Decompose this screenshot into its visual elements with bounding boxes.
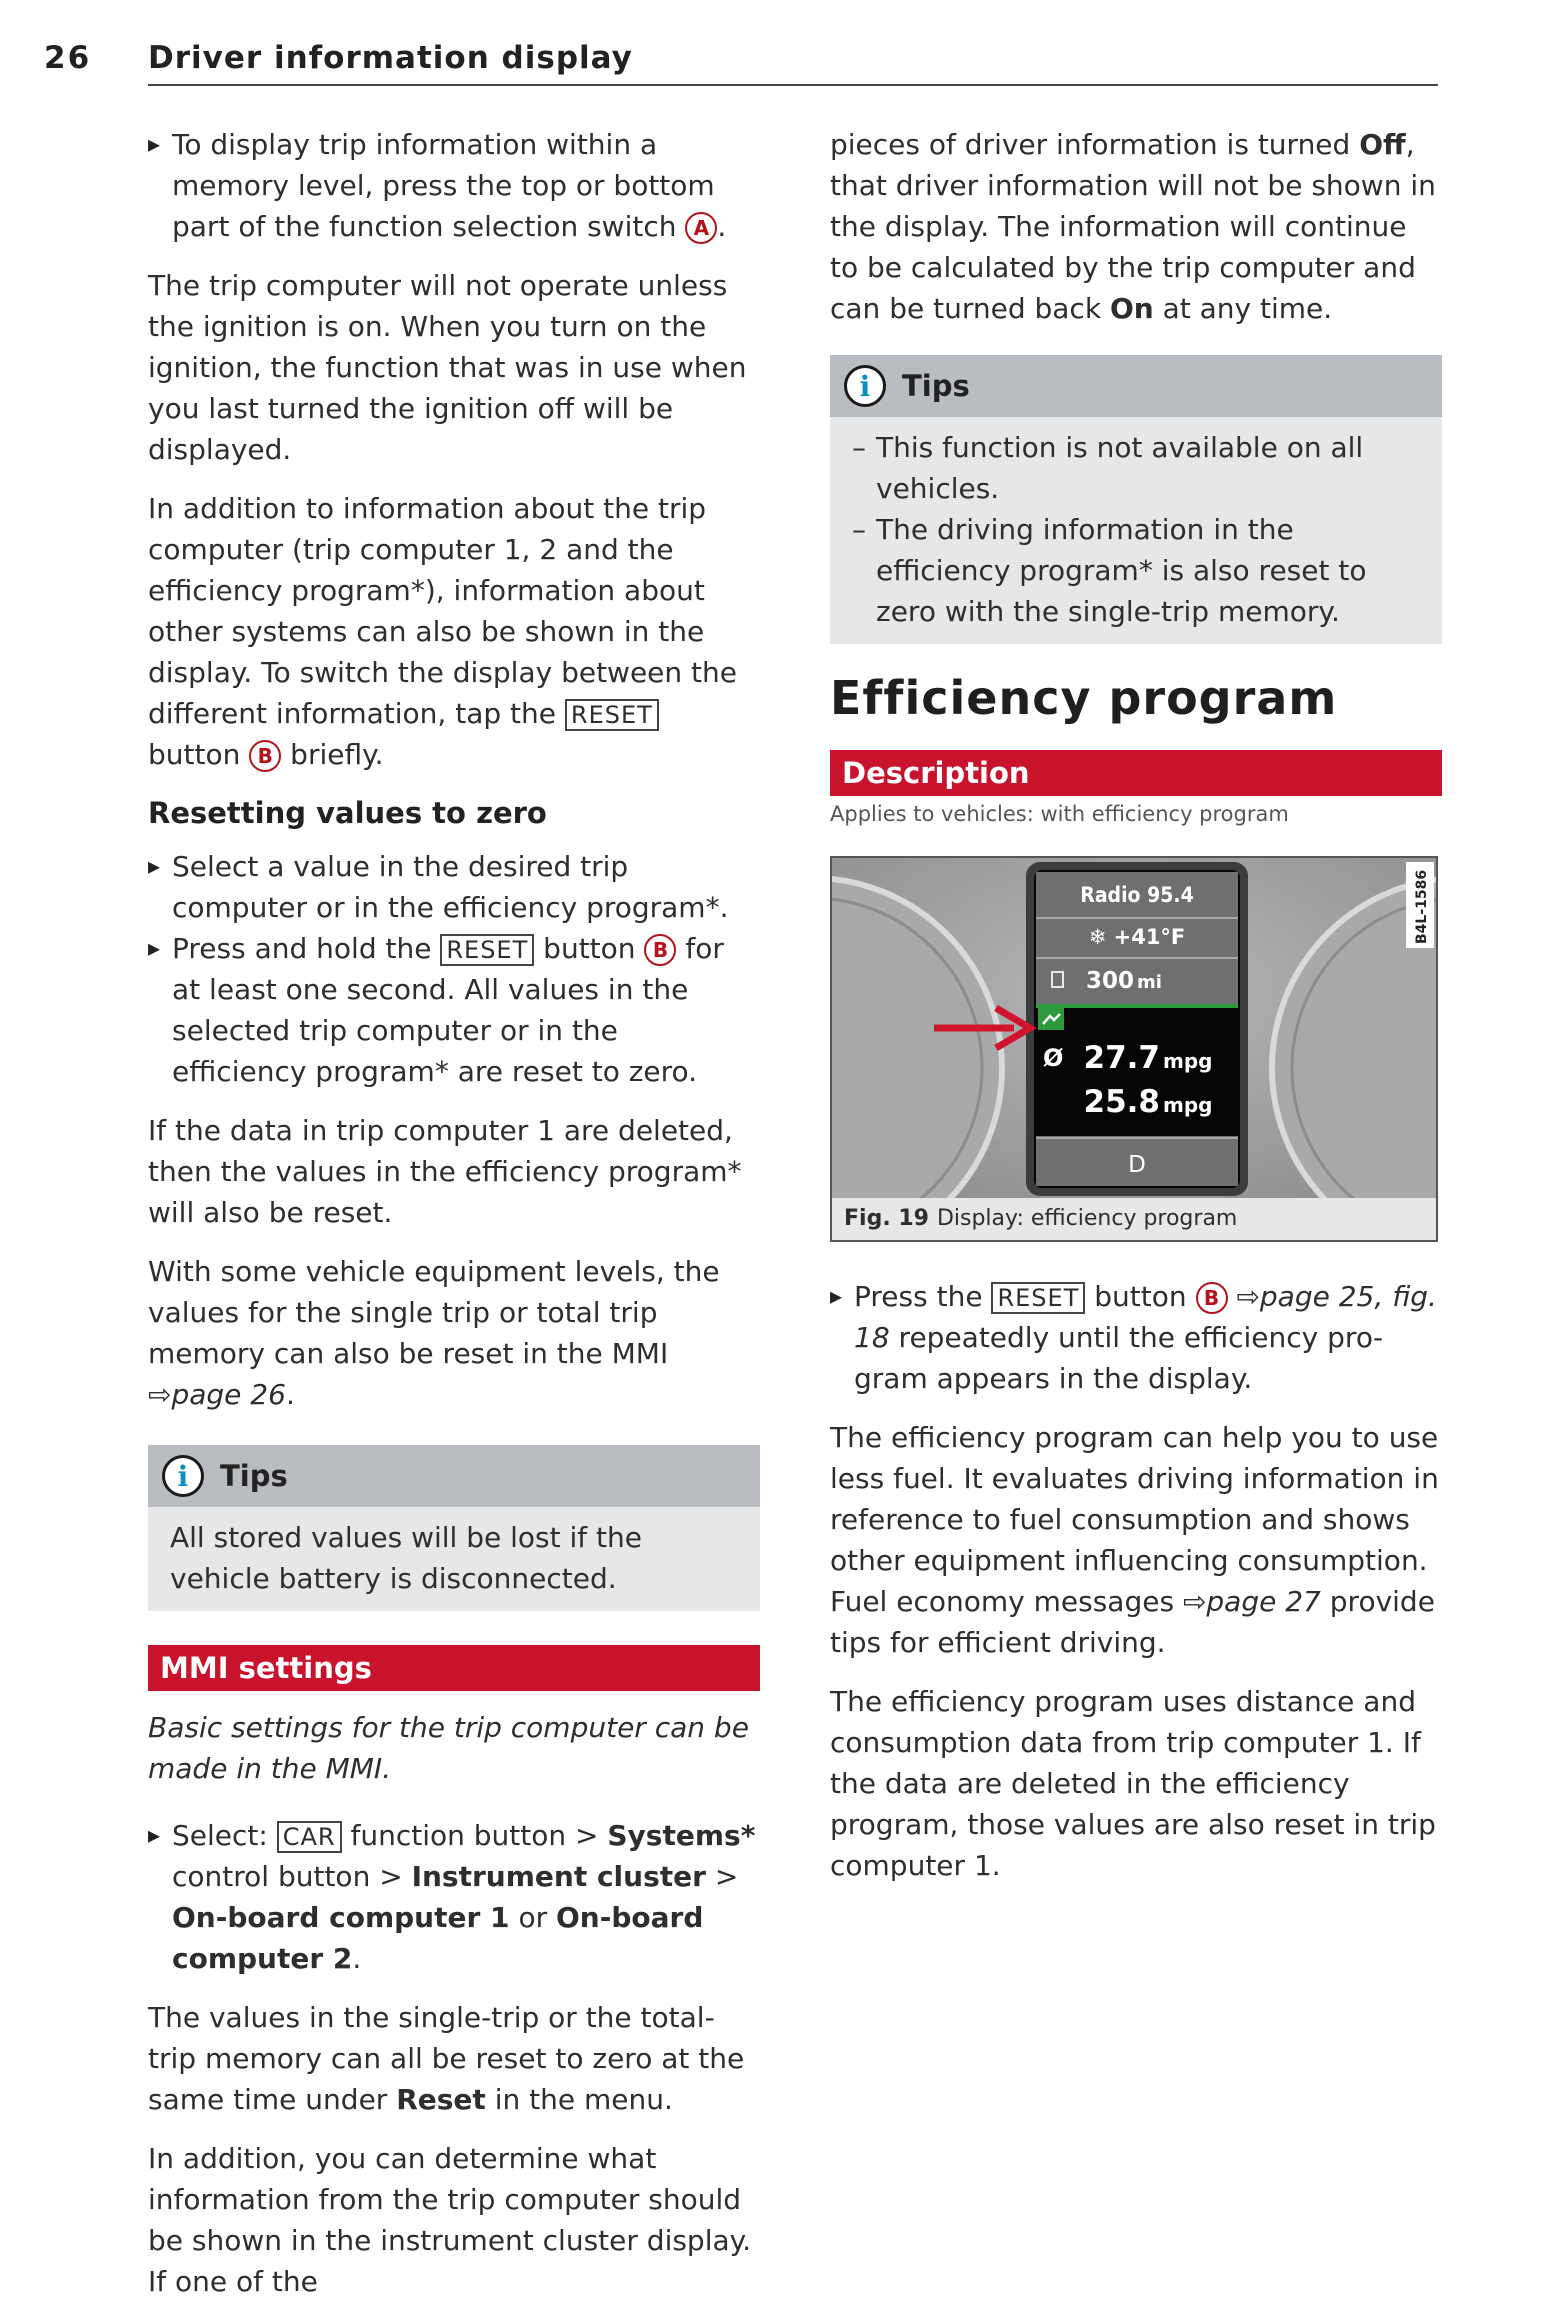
figure-code: B4L-1586 [1414, 869, 1430, 944]
mmi-settings-heading: MMI settings [148, 1645, 760, 1691]
page-ref-link[interactable]: page 26 [171, 1378, 286, 1411]
figure-ref-link[interactable]: fig. 18 [854, 1280, 1437, 1354]
paragraph-mmi-reset: With some vehicle equipment levels, the values for the single trip or total trip memory can also be reset in the MMI ⇨page 26. [148, 1255, 720, 1411]
paragraph-continued: pieces of driver information is turned Off, that driver information will not be shown in the display. The information will continue to be calculated by the trip computer and can be turned back On at any time. [830, 128, 1436, 325]
figure-efficiency-display [830, 856, 1438, 1242]
display-gear: D [1128, 1152, 1146, 1178]
tips-body [830, 417, 1442, 644]
marker-a-icon: A [685, 212, 717, 244]
header-rule [148, 84, 1438, 86]
marker-b-icon: B [249, 740, 281, 772]
tips-header: i Tips [148, 1445, 760, 1507]
description-heading: Description [830, 750, 1442, 796]
display-mpg-unit-1: mpg [1163, 1049, 1213, 1073]
reset-key: RESET [565, 699, 659, 731]
page-ref-link[interactable]: page 27 [1206, 1585, 1321, 1618]
paragraph-other-systems: In addition to information about the trip computer (trip computer 1, 2 and the efficiency program*), information about other systems can also be shown in the display. To switch the display between the different information, tap the RESET button B briefly. [148, 492, 737, 771]
display-avg-symbol: Ø [1043, 1044, 1064, 1072]
left-column [148, 124, 760, 2320]
tips-box-left [148, 1445, 760, 1611]
instrument-cluster-illustration [832, 858, 1436, 1198]
paragraph-trip1-deleted: If the data in trip computer 1 are deleted, then the values in the efficiency program* will also be reset. [148, 1114, 742, 1229]
efficiency-icon [1038, 1008, 1064, 1030]
display-mpg-2: 25.8 [1083, 1084, 1160, 1120]
marker-b-icon: B [1196, 1282, 1228, 1314]
running-header: Driver information display [148, 40, 633, 76]
resetting-heading: Resetting values to zero [148, 796, 547, 830]
step-display-trip: ▸ To display trip information within a memory level, press the top or bottom part of the function selection switch A . [148, 124, 760, 247]
reset-key: RESET [991, 1282, 1085, 1314]
info-icon: i [162, 1455, 204, 1497]
page-ref-arrow-icon: ⇨ [148, 1378, 172, 1411]
display-temp: ❄ +41°F [1088, 925, 1186, 949]
figure-image [832, 858, 1436, 1198]
figure-caption: Fig. 19 Display: efficiency program [832, 1198, 1436, 1240]
paragraph-efficiency-help: The efficiency program can help you to use less fuel. It evaluates driving information in reference to fuel consumption and shows other equipment influencing consumption. Fuel economy messages ⇨page 27 provide tips for efficient driving. [830, 1421, 1439, 1659]
section-title: Efficiency program [830, 671, 1338, 725]
paragraph-ignition: The trip computer will not operate unless the ignition is on. When you turn on the ignition, the function that was in use when you last turned the ignition off will be displayed. [148, 269, 747, 466]
display-range-unit: mi [1137, 972, 1162, 993]
applies-to: Applies to vehicles: with efficiency program [830, 802, 1289, 826]
tips-header: i Tips [830, 355, 1442, 417]
tips-box-right [830, 355, 1442, 644]
car-key: CAR [277, 1821, 342, 1853]
step-press-hold: ▸ Press and hold the RESET button B for at least one second. All values in the selected trip computer or in the efficiency program* are reset to zero. [148, 928, 760, 1092]
page-number: 26 [44, 40, 92, 76]
mmi-intro: Basic settings for the trip computer can be made in the MMI. [148, 1711, 749, 1785]
marker-b-icon: B [644, 934, 676, 966]
reset-key: RESET [440, 934, 534, 966]
step-press-reset: ▸ Press the RESET button B ⇨page 25, fig. 18 repeatedly until the efficiency program appears in the display. [830, 1276, 1442, 1399]
paragraph-reset-menu: The values in the single-trip or the total-trip memory can all be reset to zero at the same time under Reset in the menu. [148, 2001, 745, 2116]
display-mpg-1: 27.7 [1083, 1040, 1160, 1076]
page-ref-arrow-icon: ⇨ [1182, 1585, 1207, 1618]
step-select-car: ▸ Select: CAR function button > Systems* control button > Instrument cluster > On-board computer 1 or On-board computer 2. [148, 1815, 760, 1979]
page-ref-arrow-icon: ⇨ [1236, 1280, 1260, 1313]
display-mpg-unit-2: mpg [1163, 1093, 1213, 1117]
info-icon: i [844, 365, 886, 407]
tips-item: – This function is not available on all vehicles. [852, 427, 1420, 509]
page-ref-link[interactable]: page 25, [1259, 1280, 1384, 1313]
tips-body: All stored values will be lost if the vehicle battery is disconnected. [170, 1521, 642, 1595]
display-radio: Radio 95.4 [1080, 883, 1194, 907]
paragraph-determine-info: In addition, you can determine what information from the trip computer should be shown in the instrument cluster display. If one of the [148, 2142, 752, 2298]
paragraph-efficiency-data: The efficiency program uses distance and consumption data from trip computer 1. If the data are deleted in the efficiency program, those values are also reset in trip computer 1. [830, 1685, 1436, 1882]
tips-item: – The driving information in the efficiency program* is also reset to zero with the single-trip memory. [852, 509, 1420, 632]
display-range: 300 [1086, 968, 1135, 994]
step-select-value: ▸ Select a value in the desired trip computer or in the efficiency program*. [148, 846, 760, 928]
right-column [830, 124, 1442, 1904]
